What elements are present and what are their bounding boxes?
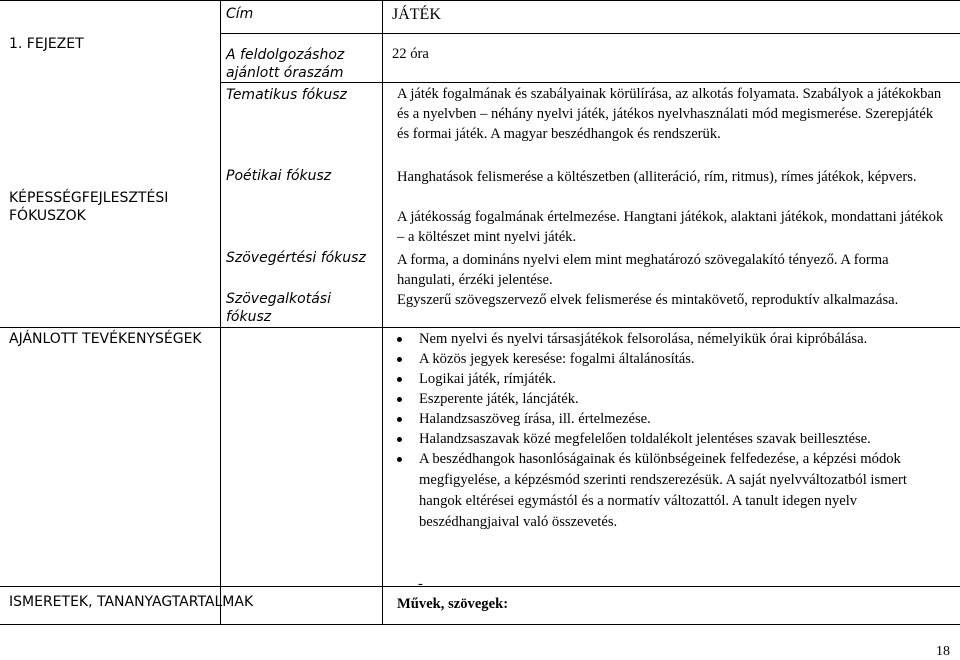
works-heading: Művek, szövegek:: [397, 596, 509, 612]
list-item: A beszédhangok hasonlóságainak és különbségeinek felfedezése, a képzési módok megfigyelése, a képzésmód szerinti rendszerezésük. A saját nyelvváltozatból ismert hangok eltérései egymástól és a normatív változattól. A tanult idegen nyelv beszédhangjaival való összevetés.: [387, 449, 937, 533]
list-item: Nem nyelvi és nyelvi társasjátékok felsorolása, némelyikük órai kipróbálása.: [387, 329, 937, 349]
list-item: Halandzsaszöveg írása, ill. értelmezése.: [387, 409, 937, 429]
bullet-icon: [397, 457, 402, 462]
list-item: Halandzsaszavak közé megfelelően toldalékolt jelentéses szavak beillesztése.: [387, 429, 937, 449]
comprehension-row-label: Szövegértési fókusz: [226, 250, 366, 266]
list-item: Logikai játék, rímjáték.: [387, 369, 937, 389]
col-divider-1: [220, 0, 221, 624]
row-rule-activities-end: [0, 586, 960, 587]
chapter-title: JÁTÉK: [392, 6, 441, 23]
row-rule-skills-end: [0, 327, 960, 328]
composition-text: Egyszerű szövegszervező elvek felismerése és mintakövető, reproduktív alkalmazása.: [397, 292, 899, 308]
bullet-icon: [397, 417, 402, 422]
col-divider-2: [382, 0, 383, 624]
bullet-icon: [397, 337, 402, 342]
bullet-icon: [397, 377, 402, 382]
composition-row-label: Szövegalkotási fókusz: [226, 291, 331, 325]
row-rule-title: [220, 33, 960, 34]
bullet-icon: [397, 357, 402, 362]
knowledge-label: ISMERETEK, TANANYAGTARTALMAK: [9, 594, 254, 610]
dash-marker: -: [418, 576, 423, 592]
poetic-row-label: Poétikai fókusz: [226, 168, 332, 184]
page-number: 18: [936, 644, 950, 659]
bullet-icon: [397, 397, 402, 402]
poetic-text-2: A játékosság fogalmának értelmezése. Hangtani játékok, alaktani játékok, mondattani játékok – a költészet mint nyelvi játék.: [397, 209, 944, 245]
poetic-text: Hanghatások felismerése a költészetben (alliteráció, rím, ritmus), rímes játékok, képvers.: [397, 169, 917, 185]
thematic-row-label: Tematikus fókusz: [226, 87, 347, 103]
hours-row-label: A feldolgozáshoz ajánlott óraszám: [226, 47, 345, 81]
list-item: A közös jegyek keresése: fogalmi általánosítás.: [387, 349, 937, 369]
row-rule-bottom: [0, 624, 960, 625]
row-rule-hours: [220, 82, 960, 83]
activities-list: [387, 329, 937, 533]
comprehension-text: A forma, a domináns nyelvi elem mint meghatározó szövegalakító tényező. A forma hangulati, érzéki jelentése.: [397, 252, 889, 288]
row-rule-top: [0, 0, 960, 1]
thematic-text: A játék fogalmának és szabályainak körülírása, az alkotás folyamata. Szabályok a játékokban és a nyelvben – néhány nyelvi játék, játékos nyelvhasználati mód megismerése. Szerepjáték és formai játék. A magyar beszédhangok és rendszerük.: [397, 86, 942, 142]
list-item: Eszperente játék, láncjáték.: [387, 389, 937, 409]
chapter-label: 1. FEJEZET: [9, 36, 84, 52]
activities-label: AJÁNLOTT TEVÉKENYSÉGEK: [9, 331, 202, 347]
bullet-icon: [397, 437, 402, 442]
skills-focus-label: KÉPESSÉGFEJLESZTÉSI FÓKUSZOK: [9, 190, 169, 224]
hours-value: 22 óra: [392, 46, 429, 62]
title-row-label: Cím: [226, 6, 254, 22]
